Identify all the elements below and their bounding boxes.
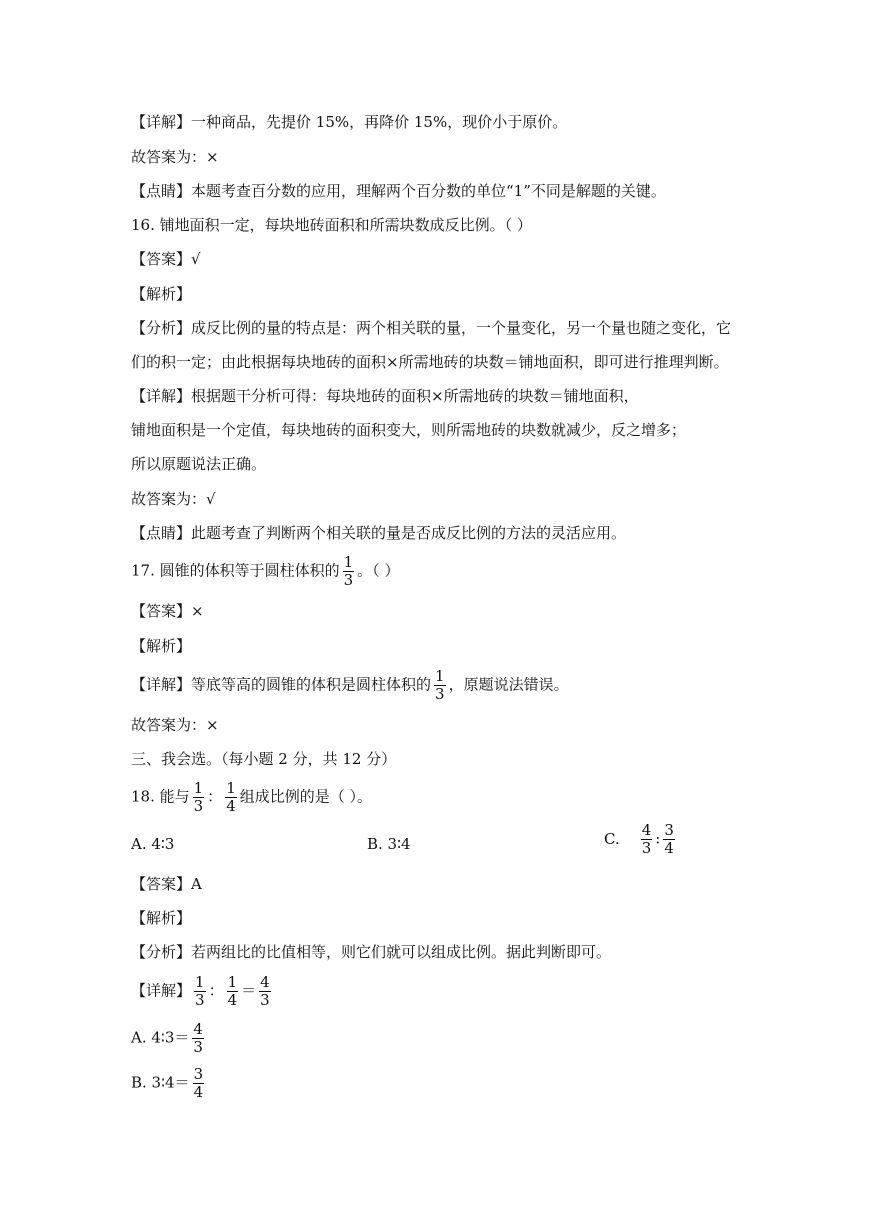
option-b: B. 3∶4: [367, 835, 411, 853]
answer-q17: 【答案】×: [131, 602, 204, 620]
section-heading-choice: 三、我会选。（每小题 2 分，共 12 分）: [131, 750, 397, 768]
answer-q16: 【答案】√: [131, 250, 201, 268]
fraction-one-third: $\frac{1}{3}$: [343, 553, 354, 589]
analysis-q16-line1: 【分析】成反比例的量的特点是：两个相关联的量，一个量变化，另一个量也随之变化，它: [131, 319, 732, 337]
option-c: C. $\frac{4}{3}$ : $\frac{3}{4}$: [604, 821, 674, 857]
option-a: A. 4∶3: [131, 835, 175, 853]
fraction-four-thirds: $\frac{4}{3}$: [260, 973, 270, 1009]
fraction-one-third: $\frac{1}{3}$: [195, 973, 205, 1009]
question-16: 16. 铺地面积一定，每块地砖面积和所需块数成反比例。（ ）: [131, 216, 532, 234]
answer-summary-q16: 故答案为：√: [131, 490, 216, 508]
analysis-heading-q17: 【解析】: [131, 637, 192, 655]
fraction-three-fourths: $\frac{3}{4}$: [664, 821, 674, 857]
analysis-q16-line2: 们的积一定；由此根据每块地砖的面积×所需地砖的块数＝铺地面积，即可进行推理判断。: [131, 353, 729, 371]
detail-q18-option-a: A. 4∶3＝ $\frac{4}{3}$: [131, 1020, 203, 1056]
fraction-one-third: $\frac{1}{3}$: [435, 667, 445, 703]
fraction-three-fourths: $\frac{3}{4}$: [193, 1065, 204, 1101]
fraction-one-third: $\frac{1}{3}$: [193, 779, 204, 815]
question-17: 17. 圆锥的体积等于圆柱体积的 $\frac{1}{3}$ 。（ ）: [131, 553, 400, 589]
detail-q16-line1: 【详解】根据题干分析可得：每块地砖的面积×所需地砖的块数＝铺地面积，: [131, 387, 639, 405]
detail-q17: 【详解】等底等高的圆锥的体积是圆柱体积的 $\frac{1}{3}$ ，原题说法错误。: [131, 667, 569, 703]
detail-q15: 【详解】一种商品，先提价 15%，再降价 15%，现价小于原价。: [131, 113, 568, 131]
detail-q18: 【详解】 $\frac{1}{3}$ ： $\frac{1}{4}$ ＝ $\frac{4}{3}$: [131, 973, 270, 1009]
detail-q16-line2: 铺地面积是一个定值，每块地砖的面积变大，则所需地砖的块数就减少，反之增多；: [131, 421, 687, 439]
answer-summary-q17: 故答案为：×: [131, 716, 219, 734]
fraction-four-thirds: $\frac{4}{3}$: [193, 1020, 203, 1056]
answer-summary-q15: 故答案为：×: [131, 148, 219, 166]
detail-q18-option-b: B. 3∶4＝ $\frac{3}{4}$: [131, 1065, 204, 1101]
analysis-heading-q16: 【解析】: [131, 285, 192, 303]
detail-q16-line3: 所以原题说法正确。: [131, 455, 267, 473]
comment-q16: 【点睛】此题考查了判断两个相关联的量是否成反比例的方法的灵活应用。: [131, 524, 627, 542]
analysis-q18: 【分析】若两组比的比值相等，则它们就可以组成比例。据此判断即可。: [131, 943, 612, 961]
analysis-heading-q18: 【解析】: [131, 909, 192, 927]
fraction-one-fourth: $\frac{1}{4}$: [227, 973, 238, 1009]
fraction-one-fourth: $\frac{1}{4}$: [226, 779, 236, 815]
comment-q15: 【点睛】本题考查百分数的应用，理解两个百分数的单位“1”不同是解题的关键。: [131, 182, 666, 200]
answer-q18: 【答案】A: [131, 875, 202, 893]
question-18: 18. 能与 $\frac{1}{3}$ ： $\frac{1}{4}$ 组成比例的是（ ）。: [131, 779, 373, 815]
fraction-four-thirds: $\frac{4}{3}$: [641, 821, 652, 857]
